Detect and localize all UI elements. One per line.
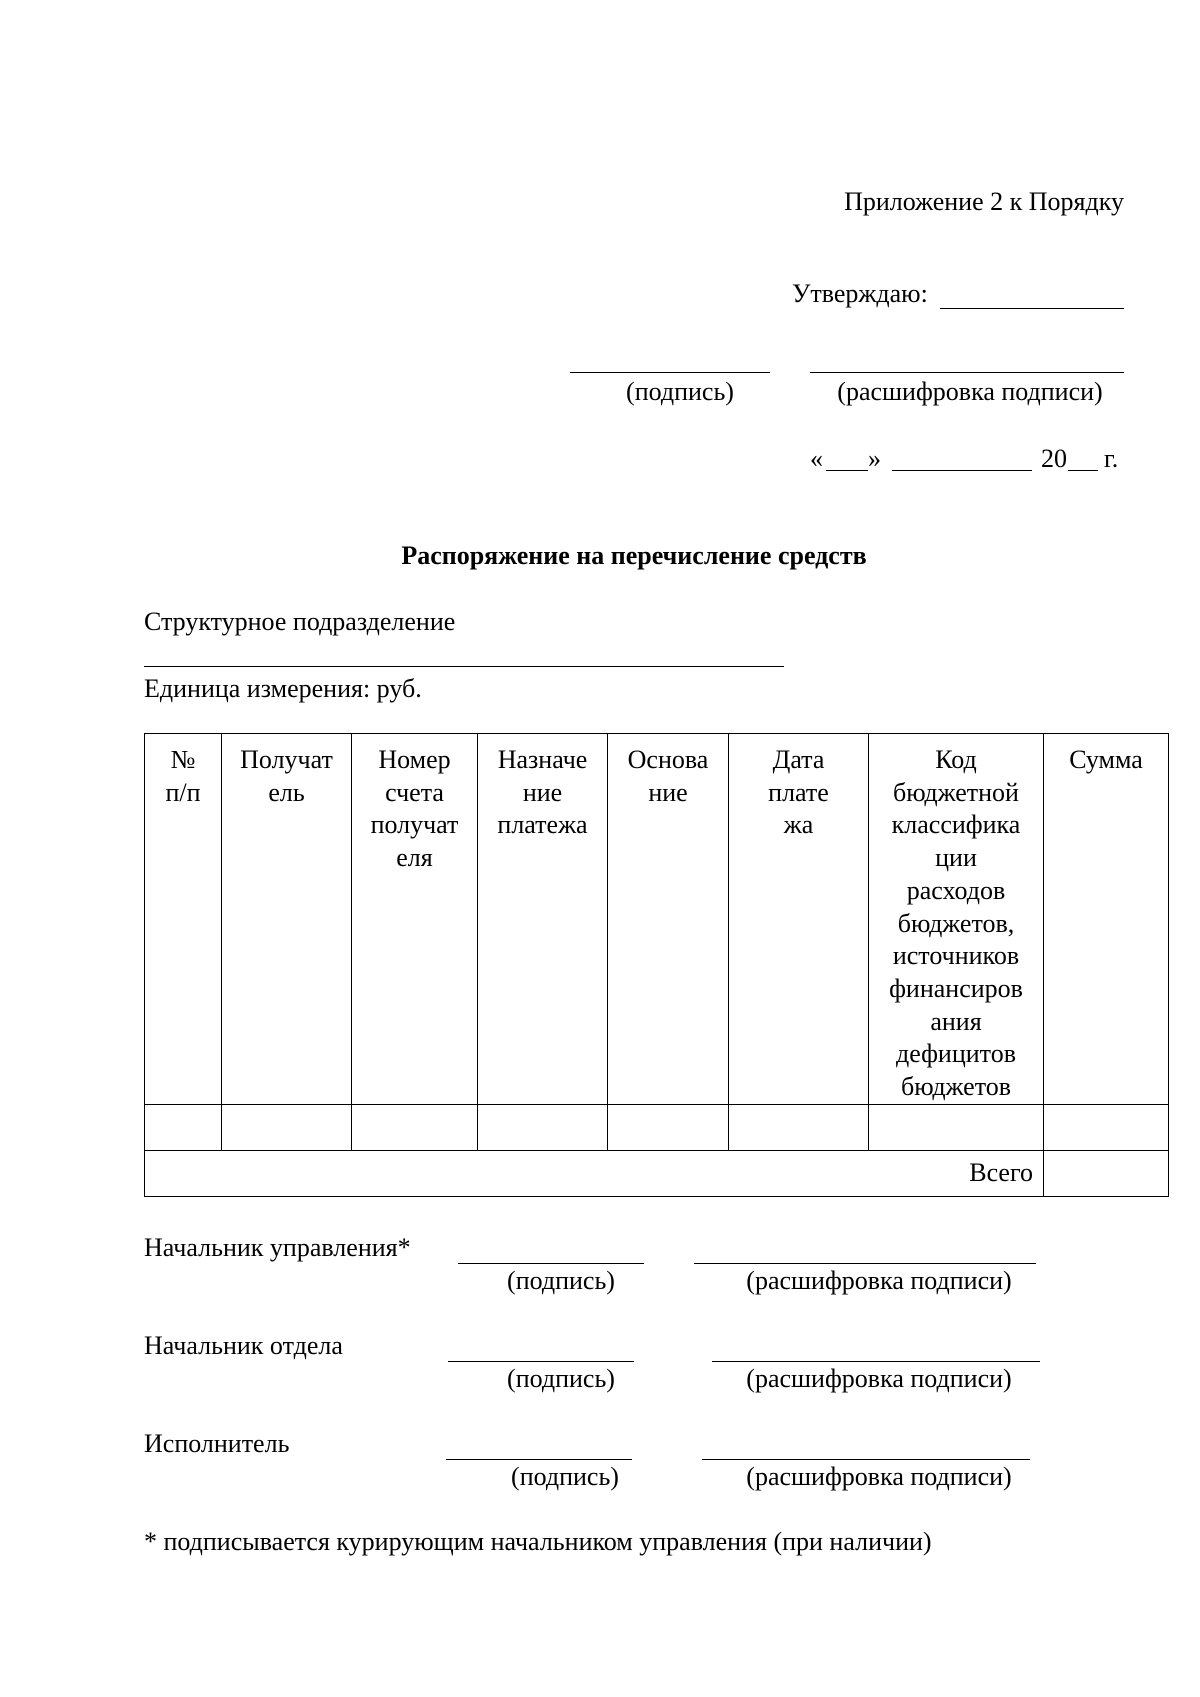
table-cell[interactable] [869, 1104, 1044, 1150]
table-header-row [145, 734, 1169, 1105]
structural-unit-line [144, 666, 784, 667]
column-header-payment-purpose: Назначе ние платежа [478, 734, 608, 1105]
signature-line-executor[interactable] [446, 1459, 632, 1460]
decode-line-head-of-department[interactable] [694, 1263, 1036, 1264]
decode-caption: (расшифровка подписи) [746, 1364, 1012, 1393]
signature-caption: (подпись) [507, 1364, 615, 1393]
header-signature-line [570, 372, 770, 373]
document-title: Распоряжение на перечисление средств [401, 541, 867, 570]
appendix-reference: Приложение 2 к Порядку [844, 187, 1124, 216]
table-cell[interactable] [222, 1104, 352, 1150]
table-cell[interactable] [478, 1104, 608, 1150]
date-year-suffix: г. [1104, 444, 1119, 473]
table-cell[interactable] [352, 1104, 478, 1150]
header-signature-caption: (подпись) [626, 377, 734, 406]
column-header-budget-code: Код бюджетной классифика ции расходов бюджетов, источников финансиров ания дефицитов бюджетов [869, 734, 1044, 1105]
table-cell[interactable] [145, 1104, 222, 1150]
date-close-quote: » [868, 444, 881, 473]
header-decode-caption: (расшифровка подписи) [837, 377, 1103, 406]
header-decode-line [810, 372, 1124, 373]
decode-caption: (расшифровка подписи) [746, 1462, 1012, 1491]
column-header-basis: Основа ние [608, 734, 729, 1105]
date-year-prefix: 20 [1041, 444, 1067, 473]
signature-line-head-of-section[interactable] [448, 1361, 634, 1362]
unit-of-measure: Единица измерения: руб. [144, 674, 422, 703]
footnote: * подписывается курирующим начальником управления (при наличии) [144, 1527, 932, 1556]
signature-caption: (подпись) [507, 1266, 615, 1295]
approve-label: Утверждаю: [792, 279, 928, 308]
table-cell[interactable] [1044, 1104, 1169, 1150]
column-header-recipient: Получат ель [222, 734, 352, 1105]
date-open-quote: « [810, 444, 823, 473]
signature-role-head-of-department: Начальник управления* [144, 1233, 411, 1262]
date-month-line [892, 470, 1032, 471]
signature-line-head-of-department[interactable] [458, 1263, 644, 1264]
payment-table [144, 733, 1169, 1197]
structural-unit-label: Структурное подразделение [144, 607, 456, 636]
signature-caption: (подпись) [511, 1462, 619, 1491]
decode-line-head-of-section[interactable] [712, 1361, 1040, 1362]
column-header-amount: Сумма [1044, 734, 1169, 1105]
signature-role-executor: Исполнитель [144, 1429, 290, 1458]
table-total-row [145, 1150, 1169, 1196]
approve-line [940, 308, 1124, 309]
total-amount-cell[interactable] [1044, 1150, 1169, 1196]
table-cell[interactable] [608, 1104, 729, 1150]
table-cell[interactable] [729, 1104, 869, 1150]
total-label: Всего [145, 1150, 1044, 1196]
column-header-payment-date: Дата плате жа [729, 734, 869, 1105]
column-header-number: № п/п [145, 734, 222, 1105]
table-row [145, 1104, 1169, 1150]
decode-caption: (расшифровка подписи) [746, 1266, 1012, 1295]
date-day-line [826, 470, 868, 471]
decode-line-executor[interactable] [702, 1459, 1030, 1460]
column-header-account-number: Номер счета получат еля [352, 734, 478, 1105]
date-year-line [1068, 470, 1098, 471]
signature-role-head-of-section: Начальник отдела [144, 1331, 343, 1360]
